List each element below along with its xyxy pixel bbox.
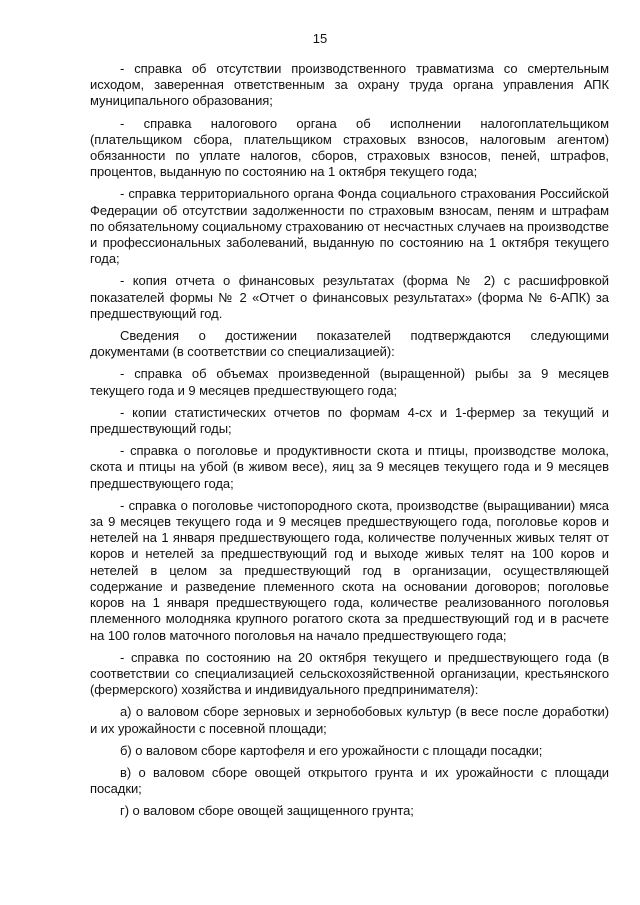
- paragraph-fish-certificate: - справка об объемах произведенной (выращенной) рыбы за 9 месяцев текущего года и 9 месяцев предшествующего года;: [90, 366, 609, 398]
- paragraph-financial-report-copy: - копия отчета о финансовых результатах (форма № 2) с расшифровкой показателей формы № 2 «Отчет о финансовых результатах» (форма № 6-АПК) за предшествующий год.: [90, 273, 609, 321]
- document-body: [90, 61, 609, 826]
- paragraph-social-insurance-certificate: - справка территориального органа Фонда социального страхования Российской Федерации об отсутствии задолженности по страховым взносам, пеням и штрафам по обязательному социальному страхованию от несчастных случаев на производстве и профессиональных заболеваний, выданную по состоянию на 1 октября текущего года;: [90, 186, 609, 267]
- list-item-potatoes: б) о валовом сборе картофеля и его урожайности с площади посадки;: [120, 742, 543, 758]
- paragraph-tax-certificate: - справка налогового органа об исполнении налогоплательщиком (плательщиком сбора, плательщиком страховых взносов, налоговым агентом) обязанности по уплате налогов, сборов, страховых взносов, пеней, штрафов, процентов, выданную по состоянию на 1 октября текущего года;: [90, 115, 609, 180]
- list-item-grain: а) о валовом сборе зерновых и зернобобовых культур (в весе после доработки) и их урожайности с посевной площади;: [90, 704, 609, 736]
- list-item-greenhouse-vegetables: г) о валовом сборе овощей защищенного грунта;: [120, 803, 414, 819]
- page-number: 15: [312, 31, 328, 46]
- paragraph-purebred-livestock-certificate: - справка о поголовье чистопородного скота, производстве (выращивании) мяса за 9 месяцев текущего года и 9 месяцев предшествующего года, поголовье коров и нетелей на 1 января предшествующего года, количестве полученных живых телят от коров и нетелей за предшествующий год и выходе живых телят на 100 коров и нетелей в целом за предшествующий год в организации, осуществляющей содержание и разведение племенного скота на основании договоров; поголовье коров на 1 января предшествующего года, количестве реализованного поголовья племенного молодняка крупного рогатого скота за предшествующий год и в расчете на 100 голов маточного поголовья на начало предшествующего года;: [90, 497, 609, 643]
- paragraph-livestock-certificate: - справка о поголовье и продуктивности скота и птицы, производстве молока, скота и птицы на убой (в живом весе), яиц за 9 месяцев текущего года и 9 месяцев предшествующего года;: [90, 443, 609, 491]
- paragraph-indicators-intro: Сведения о достижении показателей подтверждаются следующими документами (в соответствии со специализацией):: [90, 328, 609, 360]
- paragraph-statistical-reports: - копии статистических отчетов по формам 4-сх и 1-фермер за текущий и предшествующий годы;: [90, 404, 609, 437]
- paragraph-october-certificate: - справка по состоянию на 20 октября текущего и предшествующего года (в соответствии со специализацией сельскохозяйственной организации, крестьянского (фермерского) хозяйства и индивидуального предпринимателя):: [90, 649, 609, 698]
- paragraph-accident-certificate: - справка об отсутствии производственного травматизма со смертельным исходом, заверенная ответственным за охрану труда органа управления АПК муниципального образования;: [90, 61, 609, 109]
- list-item-open-ground-vegetables: в) о валовом сборе овощей открытого грунта и их урожайности с площади посадки;: [90, 764, 609, 797]
